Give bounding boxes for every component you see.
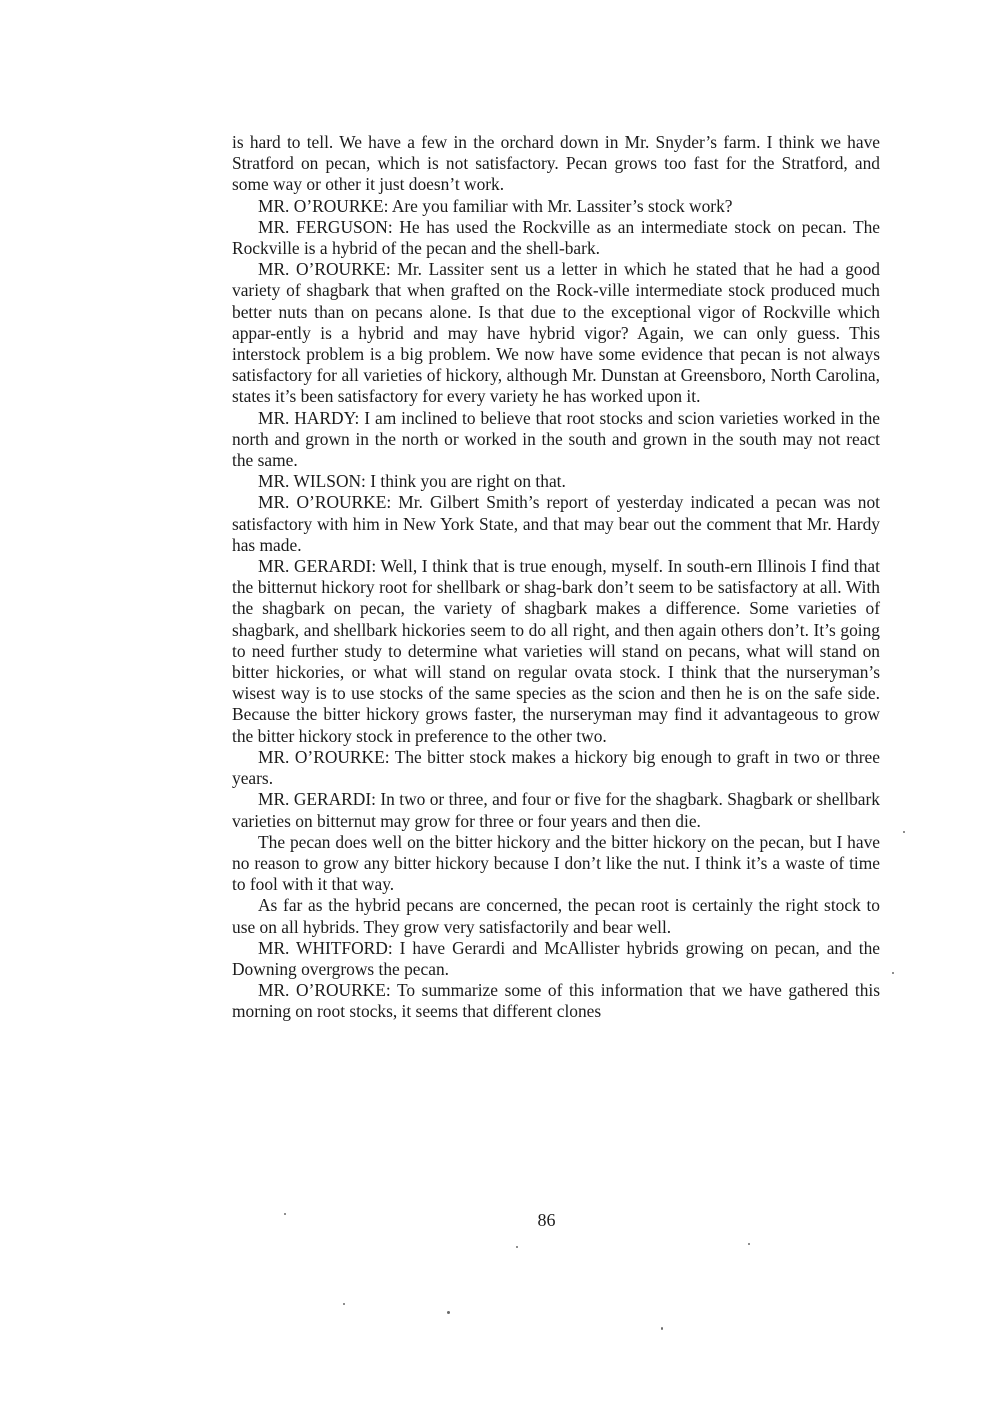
page-number: 86 [537, 1210, 556, 1230]
paragraph-orourke-smith: MR. O’ROURKE: Mr. Gilbert Smith’s report of yesterday indicated a pecan was not satisfactory with him in New York State, and that may bear out the comment that Mr. Hardy has made. [232, 492, 880, 555]
paragraph-pecan-bitter-hickory: The pecan does well on the bitter hickory and the bitter hickory on the pecan, but I have no reason to grow any bitter hickory because I don’t like the nut. I think it’s a waste of time to fool with it that way. [232, 831, 880, 895]
scan-speck [447, 1311, 450, 1314]
paragraph-orourke-lassiter: MR. O’ROURKE: Mr. Lassiter sent us a letter in which he stated that he had a good variety of shagbark that when grafted on the Rock-ville intermediate stock produced much better nuts than on pecans alone. Is that due to the exceptional vigor of Rockville which appar-ently is a hybrid and may have hybrid vigor? Again, we can only guess. This interstock problem is a big problem. We now have some evidence that pecan is not always satisfactory for all varieties of hickory, although Mr. Dunstan at Greensboro, North Carolina, states it’s been satisfactory for every variety he has worked upon it. [232, 259, 880, 407]
paragraph-whitford: MR. WHITFORD: I have Gerardi and McAllister hybrids growing on pecan, and the Downing overgrows the pecan. [232, 937, 880, 979]
scan-speck [343, 1303, 345, 1305]
paragraph-orourke-bitter-stock: MR. O’ROURKE: The bitter stock makes a hickory big enough to graft in two or three years. [232, 746, 880, 789]
scan-speck [284, 1213, 286, 1215]
scan-speck [748, 1243, 750, 1245]
paragraph-hybrid-pecans: As far as the hybrid pecans are concerned, the pecan root is certainly the right stock to use on all hybrids. They grow very satisfactorily and bear well. [232, 895, 880, 937]
scan-speck [903, 831, 905, 833]
paragraph-orourke-summary: MR. O’ROURKE: To summarize some of this information that we have gathered this morning on root stocks, it seems that different clones [232, 980, 880, 1022]
paragraph-orourke-question: MR. O’ROURKE: Are you familiar with Mr. Lassiter’s stock work? [258, 195, 733, 216]
scan-speck [516, 1246, 518, 1248]
paragraph-ferguson: MR. FERGUSON: He has used the Rockville as an intermediate stock on pecan. The Rockville is a hybrid of the pecan and the shell-bark. [232, 216, 880, 259]
paragraph-hardy: MR. HARDY: I am inclined to believe that root stocks and scion varieties worked in the north and grown in the north or worked in the south and grown in the south may not react the same. [232, 407, 880, 471]
body-text [232, 132, 880, 1023]
paragraph-gerardi-shagbark: MR. GERARDI: In two or three, and four or five for the shagbark. Shagbark or shellbark varieties on bitternut may grow for three or four years and then die. [232, 789, 880, 831]
paragraph-continuation: is hard to tell. We have a few in the orchard down in Mr. Snyder’s farm. I think we have Stratford on pecan, which is not satisfactory. Pecan grows too fast for the Stratford, and some way or other it just doesn’t work. [232, 132, 880, 195]
paragraph-wilson: MR. WILSON: I think you are right on that. [258, 471, 566, 492]
scan-speck [661, 1327, 663, 1330]
scan-speck [892, 972, 894, 974]
paragraph-gerardi-long: MR. GERARDI: Well, I think that is true enough, myself. In south-ern Illinois I find that the bitternut hickory root for shellbark or shag-bark don’t seem to be satisfactory at all. With the shagbark on pecan, the variety of shagbark makes a difference. Some varieties of shagbark, and shellbark hickories seem to do all right, and then again others don’t. It’s going to need further study to determine what varieties will stand on pecans, what will stand on bitter hickories, or what will stand on regular ovata stock. I think that the nurseryman’s wisest way is to use stocks of the same species as the scion and then he is on the safe side. Because the bitter hickory grows faster, the nurseryman may find it advantageous to grow the bitter hickory stock in preference to the other two. [232, 556, 880, 746]
